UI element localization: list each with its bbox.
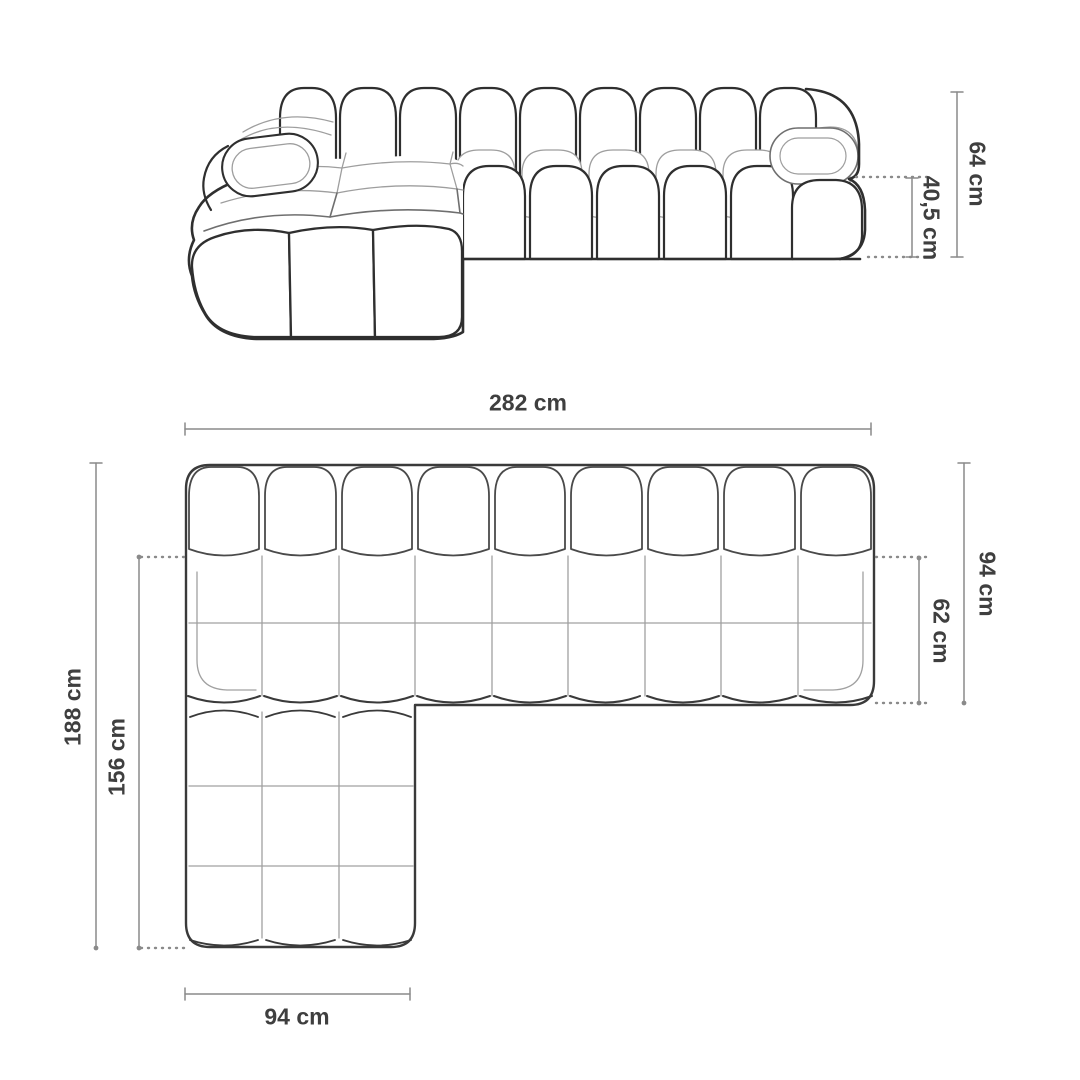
dim-total-height [951, 92, 963, 257]
armrest-pillow [770, 128, 858, 184]
label-total-height: 64 cm [964, 141, 991, 207]
dim-seat-depth [876, 556, 926, 706]
plan-backrest-bubbles [189, 467, 871, 556]
armrest-front-bubble [792, 180, 862, 259]
dim-total-width [185, 423, 871, 435]
plan-view-drawing [186, 465, 874, 947]
dim-chaise-width [185, 988, 410, 1000]
front-seat-face-bubbles [463, 166, 793, 259]
label-total-depth: 188 cm [59, 667, 86, 747]
dim-chaise-depth [137, 555, 190, 951]
front-view-drawing [188, 88, 865, 339]
label-body-depth: 94 cm [974, 551, 1001, 617]
label-seat-height: 40,5 cm [918, 175, 945, 261]
dim-body-depth [958, 463, 970, 705]
label-chaise-width: 94 cm [264, 1003, 330, 1030]
label-total-width: 282 cm [488, 389, 568, 416]
label-seat-depth: 62 cm [928, 598, 955, 664]
dim-total-depth [90, 463, 102, 950]
label-chaise-depth: 156 cm [103, 717, 130, 797]
